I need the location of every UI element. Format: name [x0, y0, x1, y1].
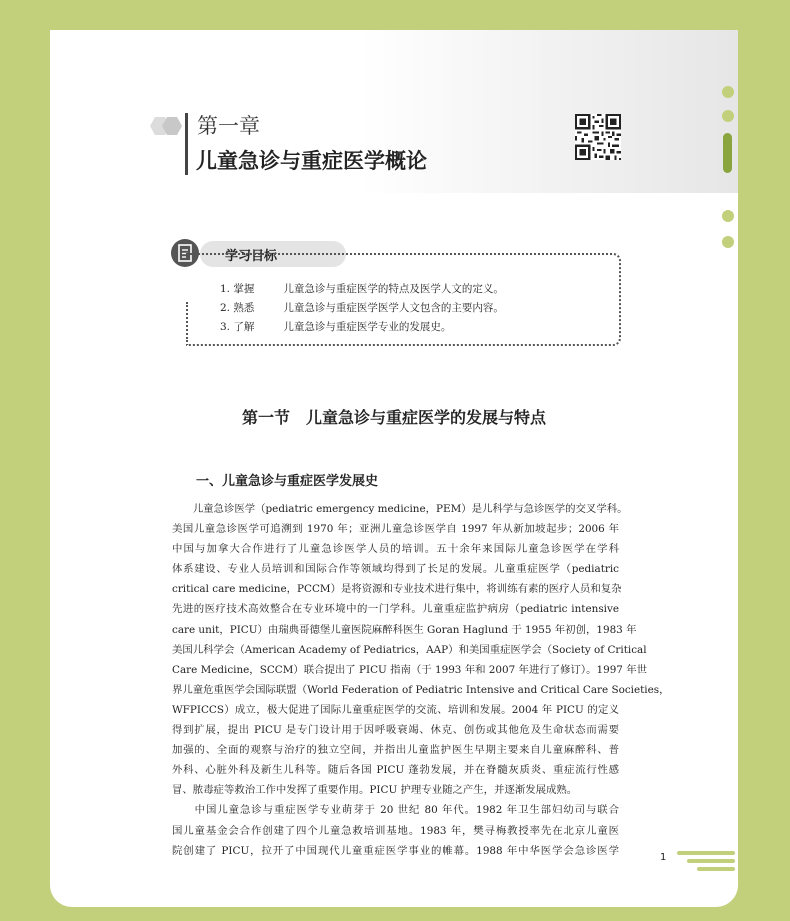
section-title: 第一节 儿童急诊与重症医学的发展与特点: [241, 408, 546, 427]
top-band: [0, 0, 790, 12]
body-line: 美国儿科学会（American Academy of Pediatrics，AAP）和美国重症医学会（Society of Critical: [172, 643, 647, 656]
objectives-list: [220, 280, 504, 337]
objective-item: [220, 299, 504, 318]
body-line: 国儿童基金会合作创建了四个儿童急救培训基地。1983 年，樊寻梅教授率先在北京儿童医: [172, 824, 619, 837]
body-line: 美国儿童急诊医学可追溯到 1970 年；亚洲儿童急诊医学自 1997 年从新加坡起步；2006 年: [172, 523, 619, 536]
chapter-number: 第一章: [197, 114, 260, 138]
book-page: [50, 30, 738, 907]
body-line: 中国儿童急诊与重症医学专业萌芽于 20 世纪 80 年代。1982 年卫生部妇幼司与联合: [172, 804, 619, 817]
page-number: 1: [660, 852, 667, 863]
body-line: 院创建了 PICU，拉开了中国现代儿童重症医学事业的帷幕。1988 年中华医学会急诊医学: [172, 844, 619, 857]
indicator-dot: [722, 236, 734, 248]
objective-level: 了解: [233, 321, 255, 333]
body-line: Care Medicine，SCCM）联合提出了 PICU 指南（于 1993 年和 2007 年进行了修订）。1997 年世: [172, 663, 648, 676]
objective-level: 掌握: [233, 283, 255, 295]
body-line: critical care medicine，PCCM）是将资源和专业技术进行集中，将训练有素的医疗人员和复杂: [172, 583, 622, 596]
body-line: 外科、心脏外科及新生儿科等。随后各国 PICU 蓬勃发展，并在脊髓灰质炎、重症流行性感: [172, 764, 619, 777]
body-line: WFPICCS）成立，极大促进了国际儿童重症医学的交流、培训和发展。2004 年 PICU 的定义: [172, 703, 619, 716]
objectives-box-edge: [186, 302, 188, 342]
body-line: 体系建设、专业人员培训和国际合作等领域均得到了长足的发展。儿童重症医学（pediatric: [172, 563, 619, 576]
qr-code-icon[interactable]: [575, 114, 621, 160]
chapter-title: 儿童急诊与重症医学概论: [196, 149, 427, 173]
objective-item: [220, 280, 504, 299]
body-line: 界儿童危重医学会国际联盟（World Federation of Pediatric Intensive and Critical Care Societies，: [172, 683, 670, 696]
body-line: 中国与加拿大合作进行了儿童急诊医学人员的培训。五十余年来国际儿童急诊医学在学科: [172, 543, 619, 556]
objective-number: 1.: [220, 283, 231, 295]
body-line: 冒、脓毒症等救治工作中发挥了重要作用。PICU 护理专业随之产生，并逐渐发展成熟。: [172, 784, 578, 797]
body-line: 得到扩展，提出 PICU 是专门设计用于因呼吸衰竭、休克、创伤或其他危及生命状态而需要: [172, 724, 619, 737]
objective-text: 儿童急诊与重症医学专业的发展史。: [283, 321, 452, 333]
body-line: 儿童急诊医学（pediatric emergency medicine，PEM）是儿科学与急诊医学的交叉学科。: [172, 503, 628, 515]
page-footer-lines-icon: [677, 851, 737, 873]
body-text: [172, 499, 670, 861]
objective-text: 儿童急诊与重症医学的特点及医学人文的定义。: [283, 283, 504, 295]
objective-text: 儿童急诊与重症医学医学人文包含的主要内容。: [283, 302, 504, 314]
objective-number: 2.: [220, 302, 231, 314]
indicator-active: [723, 133, 732, 173]
chapter-divider: [185, 113, 188, 175]
objectives-title: 学习目标: [225, 249, 278, 264]
indicator-dot: [722, 210, 734, 222]
indicator-dot: [722, 110, 734, 122]
objective-item: [220, 318, 504, 337]
hexagon-decoration-icon: [146, 115, 186, 137]
subsection-title: 一、儿童急诊与重症医学发展史: [196, 474, 379, 489]
body-line: 先进的医疗技术高效整合在专业环境中的一门学科。儿童重症监护病房（pediatric intensive: [172, 603, 619, 616]
indicator-dot: [722, 86, 734, 98]
body-line: care unit，PICU）由瑞典哥德堡儿童医院麻醉科医生 Goran Haglund 于 1955 年初创，1983 年: [172, 623, 637, 636]
objective-number: 3.: [220, 321, 231, 333]
objective-level: 熟悉: [233, 302, 255, 314]
body-line: 加强的、全面的观察与治疗的独立空间，并指出儿童监护医生早期主要来自儿童麻醉科、普: [172, 744, 619, 757]
